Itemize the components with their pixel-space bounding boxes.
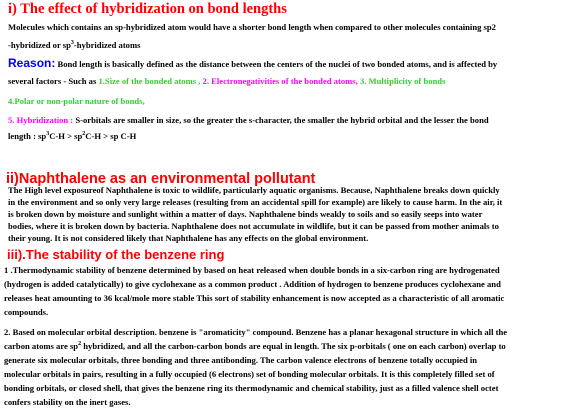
intro-sup: 3 [70, 40, 74, 47]
factors-prefix: several factors - Such as [8, 76, 99, 86]
factor5-line [8, 116, 489, 125]
order-sup2: 2 [82, 131, 86, 138]
section2-line: bodies, where it is broken down by bacteria. Naphthalene does not accumulate in wildlife, but it can be passed from mother animals to [8, 221, 499, 231]
order-a: length : sp [8, 131, 47, 141]
section3-p2-line: molecular orbitals in pairs, resulting in a fully occupied (6 electrons) set of bonding molecular orbitals. It is this completely filled set of [4, 369, 495, 379]
section3-p2-line: confers stability on the inert gases. [4, 397, 131, 407]
section3-heading: iii).The stability of the benzene ring [7, 247, 225, 262]
p2-text-a: carbon atoms are sp [4, 341, 79, 351]
p2-sup: 2 [78, 341, 82, 348]
section3-p1-line: (hydrogen is added catalytically) to give cyclohexane as a common product . Addition of hydrogen to benzene produces cyclohexane and [4, 279, 501, 289]
order-sup1: 3 [46, 131, 50, 138]
reason-line [8, 57, 497, 69]
section1-intro-line1: Molecules which contains an sp-hybridized atom would have a shorter bond length when compared to other molecules containing sp2 [8, 22, 496, 32]
factor-4: 4.Polar or non-polar nature of bonds, [8, 96, 145, 106]
section2-line: is broken down by moisture and sunlight within a matter of days. Naphthalene binds weakly to soils and so easily seeps into water [8, 209, 483, 219]
section2-line: The High level exposureof Naphthalene is toxic to wildlife, particularly aquatic organisms. Because, Naphthalene breaks down quickly [8, 185, 500, 195]
factor5-text: S-orbitals are smaller in size, so the greater the s-character, the smaller the hybrid orbital and the lesser the bond [73, 115, 489, 125]
section3-p1-line: releases heat amounting to 36 kcal/mole more stable This sort of stability enhancement is now accepted as a characteristic of all aromatic [4, 293, 505, 303]
reason-text: Bond length is basically defined as the distance between the centers of the nuclei of two bonded atoms, and is affected by [55, 59, 498, 69]
section2-heading: ii)Naphthalene as an environmental pollutant [6, 171, 316, 187]
intro-text-a: -hybridized or sp [8, 40, 71, 50]
factor-3: 3. Multiplicity of bonds [357, 76, 446, 86]
section2-line: their young. It is not considered likely that Naphthalene has any effects on the global environment. [8, 233, 369, 243]
section3-p1-line: compounds. [4, 307, 49, 317]
section3-p2-line: generate six molecular orbitals, three bonding and three antibonding. The carbon valence electrons of benzene totally occupied in [4, 355, 478, 365]
p2-text-b: hybridized, and all the carbon-carbon bonds are equal in length. The six p-orbitals ( one on each carbon) overlap to [81, 341, 506, 351]
section2-line: in the environment and so only very large releases (resulting from an accidental spill for example) are likely to cause harm. In the air, it [8, 197, 503, 207]
factor5-label: 5. Hybridization : [8, 115, 74, 125]
factor-2: 2. Electronegativities of the bonded atoms, [200, 76, 358, 86]
intro-text-b: -hybridized atoms [73, 40, 141, 50]
bond-length-order [8, 132, 136, 141]
section3-p2-line1: 2. Based on molecular orbital description. benzene is "aromaticity" compound. Benzene has a planar hexagonal structure in which all the [4, 327, 508, 337]
order-c: C-H > sp C-H [85, 131, 137, 141]
section1-heading: i) The effect of hybridization on bond lengths [8, 1, 287, 17]
factor-1: 1.Size of the bonded atoms , [98, 76, 201, 86]
section3-p2-line2 [4, 342, 506, 351]
section3-p2-line: bonding orbitals, or closed shell, that gives the benzene ring its thermodynamic and chemical stability, just as a filled valence shell octet [4, 383, 499, 393]
section3-p1-line: 1 .Thermodynamic stability of benzene determined by based on heat released when double bonds in a six-carbon ring are hydrogenated [4, 265, 500, 275]
reason-label: Reason: [8, 56, 56, 70]
factors-line [8, 77, 445, 86]
order-b: C-H > sp [49, 131, 83, 141]
section1-intro-line2 [8, 41, 140, 50]
